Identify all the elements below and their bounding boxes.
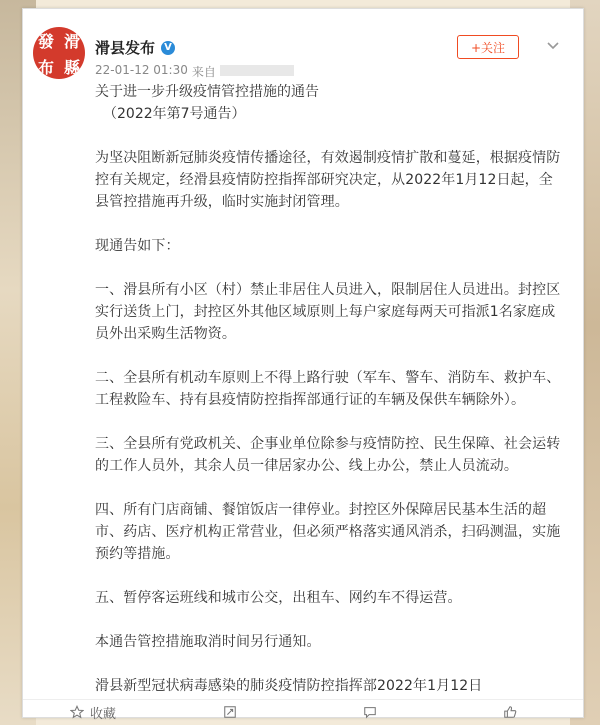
notice-paragraph: 现通告如下： bbox=[95, 238, 180, 254]
favorite-icon bbox=[70, 705, 84, 719]
more-icon[interactable] bbox=[545, 37, 561, 53]
notice-paragraph: 五、暂停客运班线和城市公交，出租车、网约车不得运营。 bbox=[95, 590, 462, 606]
notice-paragraph: 二、全县所有机动车原则上不得上路行驶（军车、警车、消防车、救护车、工程救险车、持有县疫情防控指挥部通行证的车辆及保供车辆除外）。 bbox=[95, 370, 561, 408]
weibo-post-card bbox=[22, 8, 584, 722]
avatar-char: 布 bbox=[37, 57, 54, 77]
comment-button[interactable] bbox=[303, 700, 443, 718]
notice-paragraph: 一、滑县所有小区（村）禁止非居住人员进入，限制居住人员进出。封控区实行送货上门，封控区外其他区域原则上每户家庭每两天可指派1名家庭成员外出采购生活物资。 bbox=[95, 282, 561, 342]
avatar-char: 發 bbox=[37, 31, 54, 51]
notice-paragraph: 三、全县所有党政机关、企事业单位除参与疫情防控、民生保障、社会运转的工作人员外，其余人员一律居家办公、线上办公，禁止人员流动。 bbox=[95, 436, 561, 474]
post-meta bbox=[95, 63, 294, 80]
notice-subtitle: （2022年第7号通告） bbox=[103, 106, 246, 122]
author-name[interactable]: 滑县发布 bbox=[95, 39, 156, 57]
like-button[interactable] bbox=[443, 700, 583, 718]
post-source-redacted bbox=[220, 65, 294, 76]
repost-button[interactable] bbox=[163, 700, 303, 718]
notice-paragraph: 四、所有门店商铺、餐馆饭店一律停业。封控区外保障居民基本生活的超市、药店、医疗机构正常营业，但必须严格落实通风消杀，扫码测温，实施预约等措施。 bbox=[95, 502, 561, 562]
verified-icon: V bbox=[161, 41, 175, 55]
avatar[interactable] bbox=[33, 27, 85, 79]
favorite-label: 收藏 bbox=[89, 706, 116, 722]
favorite-button[interactable] bbox=[23, 700, 163, 722]
notice-paragraph: 本通告管控措施取消时间另行通知。 bbox=[95, 634, 321, 650]
post-content bbox=[95, 81, 565, 697]
notice-title: 关于进一步升级疫情管控措施的通告 bbox=[95, 84, 319, 100]
avatar-char: 縣 bbox=[63, 57, 80, 77]
avatar-char: 滑 bbox=[63, 31, 80, 51]
author-row bbox=[95, 37, 175, 58]
post-source-prefix: 来自 bbox=[191, 65, 216, 79]
notice-paragraph: 为坚决阻断新冠肺炎疫情传播途径，有效遏制疫情扩散和蔓延，根据疫情防控有关规定，经滑县疫情防控指挥部研究决定，从2022年1月12日起，全县管控措施再升级，临时实施封闭管理。 bbox=[95, 150, 561, 210]
follow-button[interactable]: +关注 bbox=[457, 35, 519, 59]
like-icon bbox=[503, 705, 517, 719]
repost-icon bbox=[223, 705, 237, 719]
post-action-bar bbox=[23, 699, 583, 722]
comment-icon bbox=[363, 705, 377, 719]
post-timestamp[interactable]: 22-01-12 01:30 bbox=[95, 63, 188, 77]
notice-signature: 滑县新型冠状病毒感染的肺炎疫情防控指挥部2022年1月12日 bbox=[95, 678, 483, 694]
